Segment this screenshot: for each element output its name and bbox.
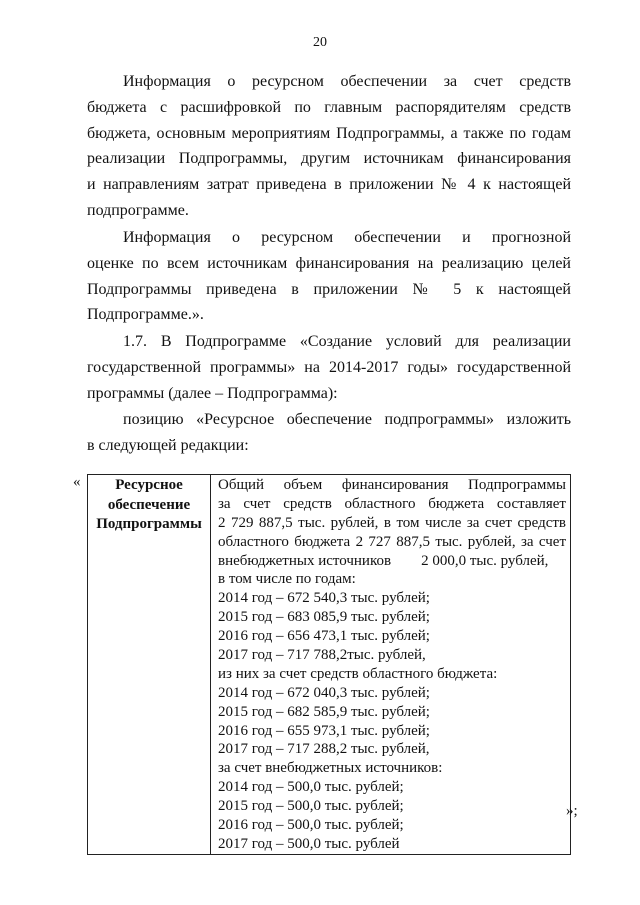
content-line: 2016 год – 655 973,1 тыс. рублей; — [218, 722, 430, 739]
content-line: 2015 год – 683 085,9 тыс. рублей; — [218, 609, 430, 626]
text-line: Подпрограммы приведена в приложении № 5 к настоящей — [87, 280, 571, 298]
text-line: бюджета, основным мероприятиям Подпрограммы, а также по годам — [87, 124, 571, 142]
content-line: 2016 год – 656 473,1 тыс. рублей; — [218, 628, 430, 645]
content-line: Общий объем финансирования Подпрограммы — [218, 477, 566, 493]
opening-quote: « — [73, 474, 81, 490]
content-line: 2015 год – 500,0 тыс. рублей; — [218, 798, 404, 815]
content-line: 2014 год – 672 040,3 тыс. рублей; — [218, 684, 430, 701]
text-line: Подпрограмме.». — [87, 306, 204, 324]
text-line: государственной программы» на 2014-2017 годы» государственной — [87, 358, 571, 376]
resource-table — [87, 474, 571, 855]
text-line: подпрограмме. — [87, 201, 189, 219]
table-content-cell — [211, 475, 571, 855]
content-line: из них за счет средств областного бюджета: — [218, 665, 498, 682]
text-line: программы (далее – Подпрограмма): — [87, 384, 338, 402]
text-line: и направлениям затрат приведена в приложении № 4 к настоящей — [87, 176, 571, 194]
paragraph-position-change — [87, 407, 571, 459]
closing-quote: »; — [566, 803, 578, 819]
header-line: Ресурсное — [115, 477, 183, 493]
header-line: Подпрограммы — [96, 516, 202, 532]
text-line: Информация о ресурсном обеспечении и прогнозной — [123, 229, 571, 246]
content-line: 2016 год – 500,0 тыс. рублей; — [218, 817, 404, 834]
table-row — [88, 475, 571, 855]
content-line: 2014 год – 500,0 тыс. рублей; — [218, 779, 404, 796]
content-line: 2015 год – 682 585,9 тыс. рублей; — [218, 703, 430, 720]
content-line: за счет средств областного бюджета составляет — [218, 495, 566, 512]
table-header-cell — [88, 475, 211, 855]
content-line: за счет внебюджетных источников: — [218, 760, 443, 777]
text-line: в следующей редакции: — [87, 436, 249, 454]
text-line: бюджета с расшифровкой по главным распорядителям средств — [87, 98, 571, 116]
content-line: 2017 год – 717 788,2тыс. рублей, — [218, 647, 426, 664]
page-number: 20 — [313, 35, 327, 50]
text-line: оценке по всем источникам финансирования на реализацию целей — [87, 254, 571, 272]
content-line: 2014 год – 672 540,3 тыс. рублей; — [218, 590, 430, 607]
content-line: 2 729 887,5 тыс. рублей, в том числе за счет средств — [218, 514, 566, 531]
text-line: реализации Подпрограммы, другим источникам финансирования — [87, 150, 571, 168]
paragraph-resource-info — [87, 69, 571, 224]
text-line: Информация о ресурсном обеспечении за счет средств — [123, 73, 571, 90]
paragraph-clause-1-7 — [87, 329, 571, 406]
content-line: 2017 год – 500,0 тыс. рублей — [218, 835, 400, 852]
header-line: обеспечение — [107, 496, 191, 513]
content-line: в том числе по годам: — [218, 571, 356, 588]
text-line: 1.7. В Подпрограмме «Создание условий для реализации — [123, 333, 571, 350]
content-line: внебюджетных источников 2 000,0 тыс. рублей, — [218, 552, 549, 569]
content-line: областного бюджета 2 727 887,5 тыс. рублей, за счет — [218, 533, 566, 550]
text-line: позицию «Ресурсное обеспечение подпрограммы» изложить — [123, 411, 571, 428]
content-line: 2017 год – 717 288,2 тыс. рублей, — [218, 741, 430, 758]
paragraph-forecast-info — [87, 225, 571, 328]
